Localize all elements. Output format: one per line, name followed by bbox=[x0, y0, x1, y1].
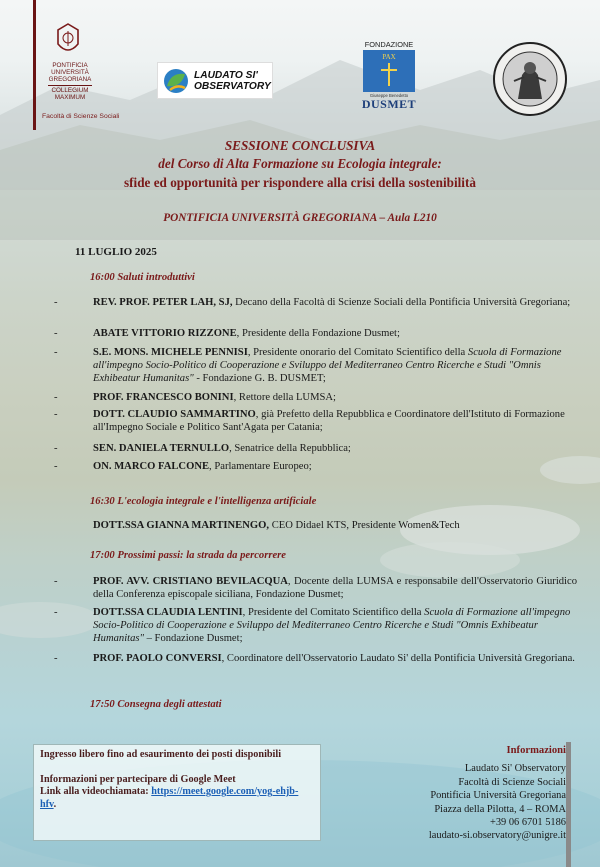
contact-info bbox=[366, 744, 566, 843]
speaker-item bbox=[54, 346, 577, 386]
speaker-name: DOTT. CLAUDIO SAMMARTINO bbox=[93, 409, 256, 420]
gregoriana-line: PONTIFICIA bbox=[52, 62, 88, 69]
dusmet-small: Giuseppe Benedetto bbox=[369, 93, 409, 98]
info-line: Pontificia Università Gregoriana bbox=[430, 790, 566, 802]
speaker-name: REV. PROF. PETER LAH, SJ, bbox=[93, 297, 233, 308]
speaker-item bbox=[54, 408, 577, 434]
info-email[interactable]: laudato-si.observatory@unigre.it bbox=[428, 830, 566, 842]
dusmet-pax: PAX bbox=[382, 53, 396, 61]
section-certificates: 17:50 Consegna degli attestati bbox=[90, 699, 222, 710]
section-greetings: 16:00 Saluti introduttivi bbox=[90, 272, 195, 283]
info-divider bbox=[566, 742, 571, 867]
speaker-role: CEO Didael KTS, Presidente Women&Tech bbox=[271, 520, 460, 531]
info-phone: +39 06 6701 5186 bbox=[490, 817, 566, 829]
speaker-role: , Presidente del Comitato Scientifico della bbox=[242, 607, 425, 618]
speaker-role-end: - Fondazione G. B. DUSMET; bbox=[193, 373, 326, 385]
info-heading: Informazioni bbox=[506, 745, 566, 756]
section-next-steps: 17:00 Prossimi passi: la strada da percorrere bbox=[90, 550, 286, 561]
info-line: Laudato Si' Observatory bbox=[464, 763, 566, 775]
google-meet-info: Informazioni per partecipare di Google Meet bbox=[40, 773, 236, 785]
speaker-name: PROF. PAOLO CONVERSI bbox=[93, 653, 222, 664]
course-title: del Corso di Alta Formazione su Ecologia integrale: bbox=[158, 156, 442, 171]
bullet-dash: - bbox=[54, 347, 58, 358]
speaker-item bbox=[54, 652, 577, 665]
speaker-item bbox=[54, 442, 577, 455]
bullet-dash: - bbox=[54, 392, 58, 403]
free-entry-note: Ingresso libero fino ad esaurimento dei posti disponibili bbox=[40, 749, 282, 760]
speaker-item bbox=[54, 391, 577, 404]
laudato-leaf-icon bbox=[161, 66, 191, 96]
gregoriana-line: GREGORIANA bbox=[48, 76, 92, 83]
speaker-name: ON. MARCO FALCONE bbox=[93, 461, 210, 472]
speaker-name: S.E. MONS. MICHELE PENNISI bbox=[93, 347, 248, 358]
bullet-dash: - bbox=[54, 297, 58, 308]
bullet-dash: - bbox=[54, 576, 58, 587]
gregoriana-line: MAXIMUM bbox=[54, 94, 86, 101]
speaker-ai bbox=[93, 519, 460, 532]
laudato-si-logo bbox=[157, 62, 273, 99]
speaker-role: , Presidente della Fondazione Dusmet; bbox=[236, 328, 400, 339]
speaker-item bbox=[54, 296, 577, 309]
speaker-name: SEN. DANIELA TERNULLO bbox=[93, 443, 230, 454]
speaker-role: , Coordinatore dell'Osservatorio Laudato Si' della Pontificia Università Gregoriana. bbox=[221, 653, 575, 664]
gregoriana-line: UNIVERSITÀ bbox=[51, 69, 89, 76]
link-label: Link alla videochiamata: bbox=[40, 786, 152, 798]
access-info-box bbox=[33, 744, 321, 841]
bullet-dash: - bbox=[54, 461, 58, 472]
speaker-role: , Rettore della LUMSA; bbox=[233, 392, 336, 403]
dusmet-logo bbox=[359, 40, 419, 110]
section-ai: 16:30 L'ecologia integrale e l'intelligenza artificiale bbox=[90, 496, 317, 507]
gregoriana-red-bar bbox=[33, 0, 36, 130]
course-subtitle: sfide ed opportunità per rispondere alla crisi della sostenibilità bbox=[124, 175, 476, 190]
faculty-label: Facoltà di Scienze Sociali bbox=[42, 113, 120, 120]
gregoriana-crest-icon bbox=[54, 22, 82, 58]
speaker-name: ABATE VITTORIO RIZZONE bbox=[93, 328, 237, 339]
gregoriana-logo-text bbox=[42, 62, 98, 101]
info-line: Piazza della Pilotta, 4 – ROMA bbox=[434, 803, 566, 815]
speaker-item bbox=[54, 327, 577, 340]
speaker-role-end: – Fondazione Dusmet; bbox=[143, 633, 243, 645]
gregoriana-line: COLLEGIUM bbox=[51, 87, 89, 94]
bullet-dash: - bbox=[54, 653, 58, 664]
dusmet-emblem bbox=[363, 50, 415, 92]
laudato-subtitle: OBSERVATORY bbox=[194, 80, 271, 92]
speaker-role: Decano della Facoltà di Scienze Sociali della Pontificia Università Gregoriana; bbox=[235, 297, 571, 308]
speaker-role: , già Prefetto della Repubblica e Coordinatore dell'Istituto di Formazione all'Impegno Sociale e Politico Sant'Agata per Catania; bbox=[93, 409, 565, 434]
bullet-dash: - bbox=[54, 409, 58, 420]
dusmet-fondazione: FONDAZIONE bbox=[364, 40, 414, 49]
info-line: Facoltà di Scienze Sociali bbox=[458, 776, 566, 788]
venue: PONTIFICIA UNIVERSITÀ GREGORIANA – Aula L210 bbox=[163, 212, 437, 224]
speaker-name: PROF. AVV. CRISTIANO BEVILACQUA bbox=[93, 576, 288, 587]
speaker-role: , Presidente onorario del Comitato Scientifico della bbox=[247, 347, 468, 358]
speaker-name: DOTT.SSA CLAUDIA LENTINI bbox=[93, 607, 243, 618]
speaker-item bbox=[54, 575, 577, 601]
cross-icon bbox=[363, 50, 415, 92]
link-end: . bbox=[53, 798, 57, 810]
abbey-seal-icon bbox=[492, 41, 568, 117]
school-name: Scuola di Formazione all'impegno Socio-Politico di Cooperazione e Sviluppo del Mediterraneo Centro Ricerche e Studi "Omnis Exhibeatur Humanitas" bbox=[93, 347, 562, 385]
bullet-dash: - bbox=[54, 607, 58, 618]
speaker-role: , Docente della LUMSA e responsabile dell'Osservatorio Giuridico della Conferenza episcopale siciliana, Fondazione Dusmet; bbox=[93, 576, 577, 601]
speaker-role: , Parlamentare Europeo; bbox=[209, 461, 312, 472]
meet-link[interactable]: https://meet.google.com/yog-ehjb-hfv bbox=[40, 786, 299, 810]
speaker-item bbox=[54, 606, 577, 646]
bullet-dash: - bbox=[54, 443, 58, 454]
laudato-title: LAUDATO SI' bbox=[194, 69, 258, 81]
speaker-name: PROF. FRANCESCO BONINI bbox=[93, 392, 234, 403]
bullet-dash: - bbox=[54, 328, 58, 339]
speaker-name: DOTT.SSA GIANNA MARTINENGO, bbox=[93, 520, 270, 531]
event-date: 11 LUGLIO 2025 bbox=[75, 246, 157, 258]
speaker-role: , Senatrice della Repubblica; bbox=[229, 443, 351, 454]
dusmet-name: DUSMET bbox=[361, 97, 417, 111]
session-title: SESSIONE CONCLUSIVA bbox=[224, 138, 376, 153]
speaker-item bbox=[54, 460, 577, 473]
school-name: Scuola di Formazione all'impegno Socio-Politico di Cooperazione e Sviluppo del Mediterraneo Centro Ricerche e Studi "Omnis Exhibeatur Humanitas" bbox=[93, 607, 571, 645]
